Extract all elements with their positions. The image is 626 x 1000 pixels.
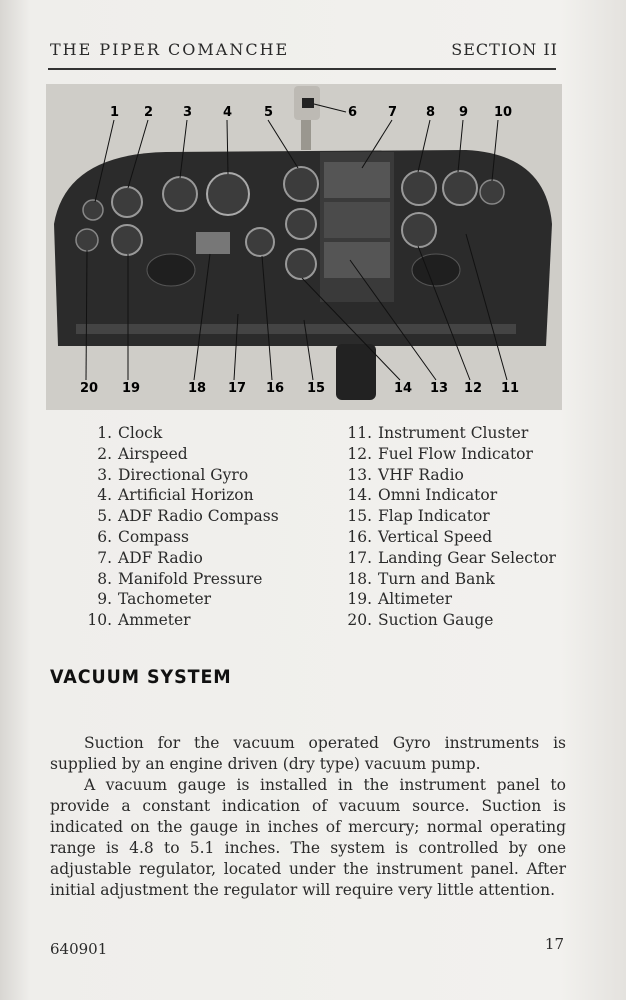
legend-item: 3. Directional Gyro (97, 465, 249, 484)
legend-item: 10. Ammeter (87, 611, 191, 630)
legend-item: 15. Flap Indicator (347, 507, 490, 526)
callout-6: 6 (348, 105, 358, 120)
legend-item: 20. Suction Gauge (347, 611, 494, 630)
callout-4: 4 (223, 105, 233, 120)
callout-2: 2 (144, 105, 154, 120)
callout-11: 11 (501, 381, 520, 396)
footer-code: 640901 (50, 940, 108, 958)
legend-item: 13. VHF Radio (347, 465, 464, 484)
callout-9: 9 (459, 105, 469, 120)
legend-item: 2. Airspeed (97, 444, 188, 463)
legend-item: 9. Tachometer (97, 590, 212, 609)
legend-item: 6. Compass (97, 527, 189, 546)
instrument-panel-illustration (46, 84, 562, 410)
callout-20: 20 (80, 381, 99, 396)
running-header-title: THE PIPER COMANCHE (50, 40, 290, 59)
callout-8: 8 (426, 105, 436, 120)
running-header-section: SECTION II (451, 40, 558, 59)
callout-18: 18 (188, 381, 207, 396)
callout-15: 15 (307, 381, 326, 396)
legend-item: 11. Instrument Cluster (347, 424, 529, 442)
legend-item: 18. Turn and Bank (347, 569, 495, 588)
legend-item: 8. Manifold Pressure (97, 569, 263, 588)
callout-10: 10 (494, 105, 513, 120)
header-rule (48, 68, 556, 70)
legend-right-column (342, 423, 556, 631)
legend-item: 1. Clock (97, 424, 163, 442)
callout-13: 13 (430, 381, 449, 396)
paragraph: Suction for the vacuum operated Gyro instruments is supplied by an engine driven (dry type) vacuum pump. (50, 734, 566, 773)
callout-5: 5 (264, 105, 274, 120)
instrument-panel-photo (46, 84, 562, 410)
legend-left-column (82, 423, 279, 631)
callout-12: 12 (464, 381, 483, 396)
callout-3: 3 (183, 105, 193, 120)
page-number: 17 (544, 935, 564, 953)
paragraph: A vacuum gauge is installed in the instrument panel to provide a constant indication of vacuum source. Suction is indicated on the gauge in inches of mercury; normal operating range is 4.8 to 5.1 inches. The system is controlled by one adjustable regulator, located under the instrument panel. After initial adjustment the regulator will require very little attention. (50, 776, 566, 899)
legend-item: 17. Landing Gear Selector (347, 548, 556, 567)
legend-item: 19. Altimeter (347, 590, 453, 609)
callout-14: 14 (394, 381, 413, 396)
legend-item: 4. Artificial Horizon (97, 486, 254, 505)
callout-17: 17 (228, 381, 247, 396)
legend-item: 7. ADF Radio (97, 548, 203, 567)
section-heading: VACUUM SYSTEM (50, 666, 232, 688)
callout-1: 1 (110, 105, 120, 120)
callout-7: 7 (388, 105, 398, 120)
legend-item: 12. Fuel Flow Indicator (347, 444, 533, 463)
callout-16: 16 (266, 381, 285, 396)
legend-item: 14. Omni Indicator (347, 486, 498, 505)
legend-item: 16. Vertical Speed (347, 527, 493, 546)
legend-item: 5. ADF Radio Compass (97, 507, 279, 526)
body-text (50, 733, 566, 901)
callout-19: 19 (122, 381, 141, 396)
